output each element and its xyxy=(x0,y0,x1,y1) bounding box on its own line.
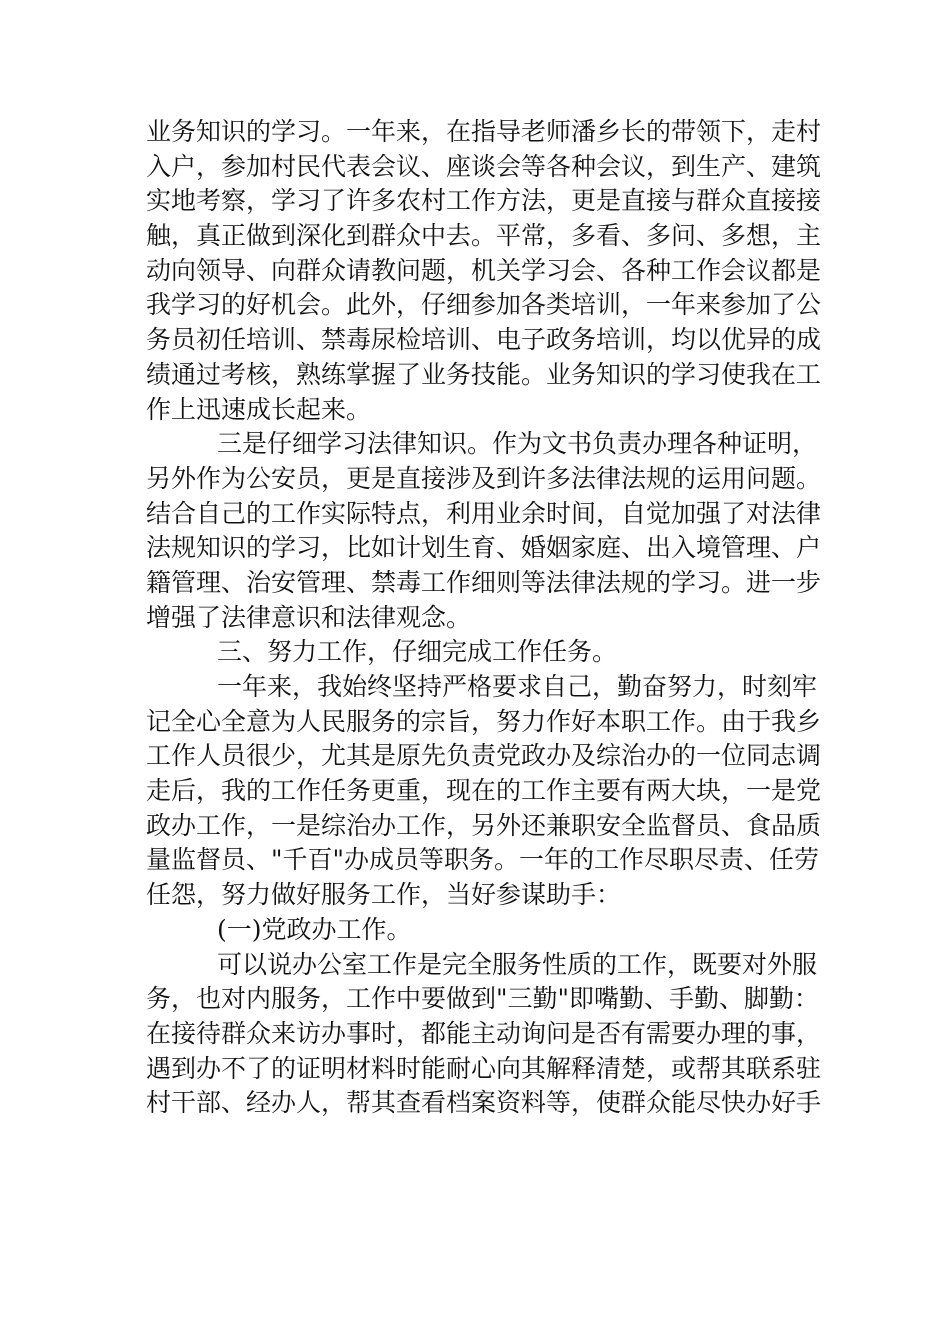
text-line: 业务知识的学习。一年来，在指导老师潘乡长的带领下，走村 xyxy=(146,117,822,146)
text-line: 务员初任培训、禁毒尿检培训、电子政务培训，均以优异的成 xyxy=(146,325,822,355)
text-line: 遇到办不了的证明材料时能耐心向其解释清楚，或帮其联系驻 xyxy=(146,1053,822,1083)
text-line: 村干部、经办人，帮其查看档案资料等，使群众能尽快办好手 xyxy=(146,1088,822,1118)
text-line: 任怨，努力做好服务工作，当好参谋助手： xyxy=(146,880,622,910)
text-line: 我学习的好机会。此外，仔细参加各类培训，一年来参加了公 xyxy=(146,290,822,320)
paragraph-first-line: 三、努力工作，仔细完成工作任务。 xyxy=(217,637,618,667)
text-line: 另外作为公安员，更是直接涉及到许多法律法规的运用问题。 xyxy=(146,463,822,493)
text-line: 结合自己的工作实际特点，利用业余时间，自觉加强了对法律 xyxy=(146,498,822,528)
paragraph-first-line: 可以说办公室工作是完全服务性质的工作，既要对外服 xyxy=(217,949,818,979)
document-body xyxy=(146,115,822,1121)
text-line: 走后，我的工作任务更重，现在的工作主要有两大块，一是党 xyxy=(146,776,822,806)
text-line: 入户，参加村民代表会议、座谈会等各种会议，到生产、建筑 xyxy=(146,151,822,181)
text-line: 务，也对内服务，工作中要做到"三勤"即嘴勤、手勤、脚勤： xyxy=(146,984,820,1014)
text-line: 籍管理、治安管理、禁毒工作细则等法律法规的学习。进一步 xyxy=(146,567,822,597)
text-line: 量监督员、"千百"办成员等职务。一年的工作尽职尽责、任劳 xyxy=(146,845,820,875)
text-line: 在接待群众来访办事时，都能主动询问是否有需要办理的事， xyxy=(146,1018,822,1048)
text-line: 记全心全意为人民服务的宗旨，努力作好本职工作。由于我乡 xyxy=(146,706,822,736)
paragraph-first-line: (一)党政办工作。 xyxy=(217,914,412,944)
text-line: 触，真正做到深化到群众中去。平常，多看、多问、多想，主 xyxy=(146,221,822,251)
paragraph-first-line: 三是仔细学习法律知识。作为文书负责办理各种证明， xyxy=(217,429,818,459)
text-line: 增强了法律意识和法律观念。 xyxy=(146,602,472,632)
text-line: 法规知识的学习，比如计划生育、婚姻家庭、出入境管理、户 xyxy=(146,533,822,563)
text-line: 作上迅速成长起来。 xyxy=(146,394,372,424)
text-line: 工作人员很少，尤其是原先负责党政办及综治办的一位同志调 xyxy=(146,741,822,771)
paragraph-first-line: 一年来，我始终坚持严格要求自己，勤奋努力，时刻牢 xyxy=(217,672,818,701)
text-line: 实地考察，学习了许多农村工作方法，更是直接与群众直接接 xyxy=(146,186,822,216)
text-line: 政办工作，一是综治办工作，另外还兼职安全监督员、食品质 xyxy=(146,810,822,840)
text-line: 绩通过考核，熟练掌握了业务技能。业务知识的学习使我在工 xyxy=(146,359,822,389)
text-line: 动向领导、向群众请教问题，机关学习会、各种工作会议都是 xyxy=(146,255,822,285)
